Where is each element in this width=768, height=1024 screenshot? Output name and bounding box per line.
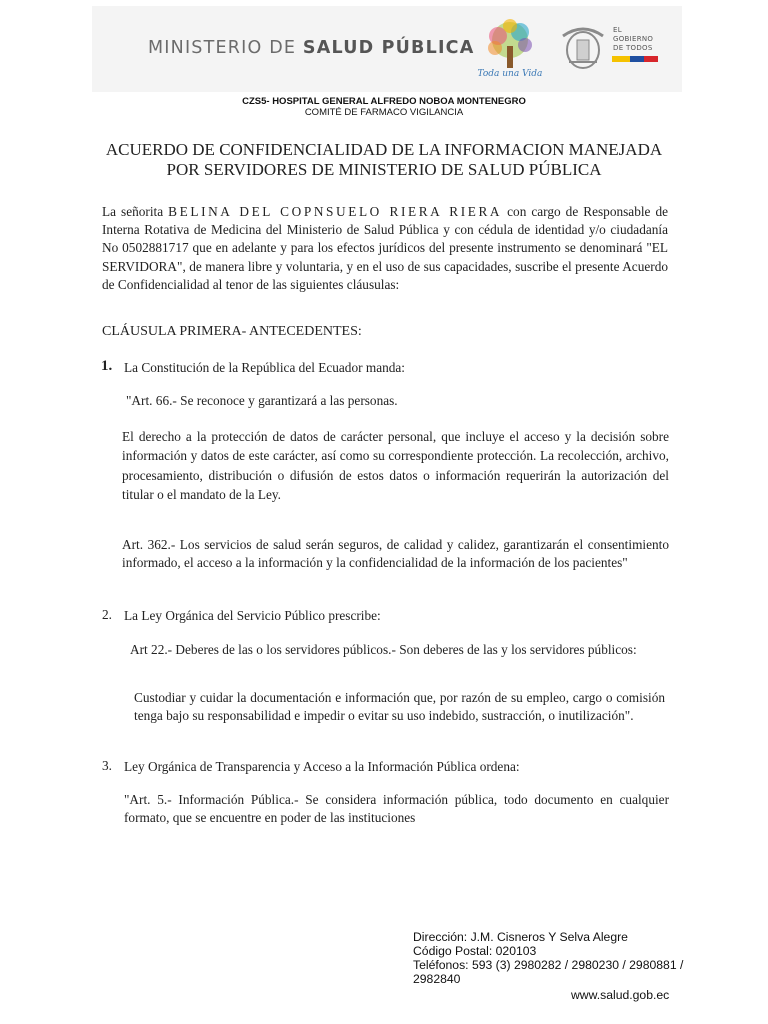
footer-contact [413, 930, 713, 986]
footer-website-link[interactable]: www.salud.gob.ec [571, 988, 670, 1002]
item-text-2: La Ley Orgánica del Servicio Público prescribe: [124, 608, 381, 623]
art66-quote: "Art. 66.- Se reconoce y garantizará a las personas. [126, 393, 398, 408]
committee-name: COMITÉ DE FARMACO VIGILANCIA [304, 107, 464, 118]
intro-paragraph: La señorita BELINA DEL COPNSUELO RIERA RIERA con cargo de Responsable de Interna Rotativa de Medicina del Ministerio de Salud Pública y con cédula de identidad y/o ciudadanía No 0502881717 que en adelante y para los efectos jurídicos del presente instrumento se denominará "EL SERVIDORA", de manera libre y voluntaria, y en el uso de sus capacidades, suscribe el presente Acuerdo de Confidencialidad al tenor de las siguientes cláusulas: [102, 204, 669, 292]
hospital-name: CZS5- HOSPITAL GENERAL ALFREDO NOBOA MONTENEGRO [242, 96, 526, 107]
logo-text: Toda una Vida [477, 69, 543, 79]
item-number-3: 3. [102, 758, 112, 773]
item-number-1: 1. [101, 358, 113, 374]
art22-head: Art 22.- Deberes de las o los servidores públicos.- Son deberes de las y los servidores públicos: [130, 642, 637, 657]
item-number-2: 2. [102, 607, 112, 622]
ecuador-seal-icon [557, 22, 609, 74]
art22-body: Custodiar y cuidar la documentación e información que, por razón de su empleo, cargo o comisión tenga bajo su responsabilidad e impedir o evitar su uso indebido, sustracción, o inutilización". [134, 690, 665, 724]
clause-heading: CLÁUSULA PRIMERA- ANTECEDENTES: [102, 324, 362, 339]
document-title-line2: POR SERVIDORES DE MINISTERIO DE SALUD PÚBLICA [166, 160, 602, 179]
footer-address: Dirección: J.M. Cisneros Y Selva Alegre [413, 930, 628, 944]
employee-name: BELINA DEL COPNSUELO RIERA RIERA [168, 204, 503, 219]
item-text-3: Ley Orgánica de Transparencia y Acceso a la Información Pública ordena: [124, 759, 520, 774]
item-text-1: La Constitución de la República del Ecuador manda: [124, 360, 405, 375]
flag-stripe-icon [612, 56, 658, 62]
government-label: EL GOBIERNO DE TODOS [613, 26, 654, 52]
tree-logo-icon [470, 18, 550, 80]
footer-postal: Código Postal: 020103 [413, 944, 537, 958]
art362-body: Art. 362.- Los servicios de salud serán seguros, de calidad y calidez, garantizarán el consentimiento informado, el acceso a la información y la confidencialidad de la información de los pacientes" [122, 537, 669, 571]
art5-body: "Art. 5.- Información Pública.- Se considera información pública, todo documento en cualquier formato, que se encuentre en poder de las instituciones [124, 792, 669, 825]
art66-body: El derecho a la protección de datos de carácter personal, que incluye el acceso y la decisión sobre información y datos de este carácter, así como su correspondiente protección. La recolección, archivo, procesamiento, distribución o difusión de estos datos o información requerirán la autorización del titular o el mandato de la Ley. [122, 429, 669, 502]
footer-phones: Teléfonos: 593 (3) 2980282 / 2980230 / 2980881 / 2982840 [413, 958, 684, 986]
document-title-line1: ACUERDO DE CONFIDENCIALIDAD DE LA INFORMACION MANEJADA [105, 140, 663, 159]
ministry-name: MINISTERIO DE SALUD PÚBLICA [148, 38, 475, 58]
